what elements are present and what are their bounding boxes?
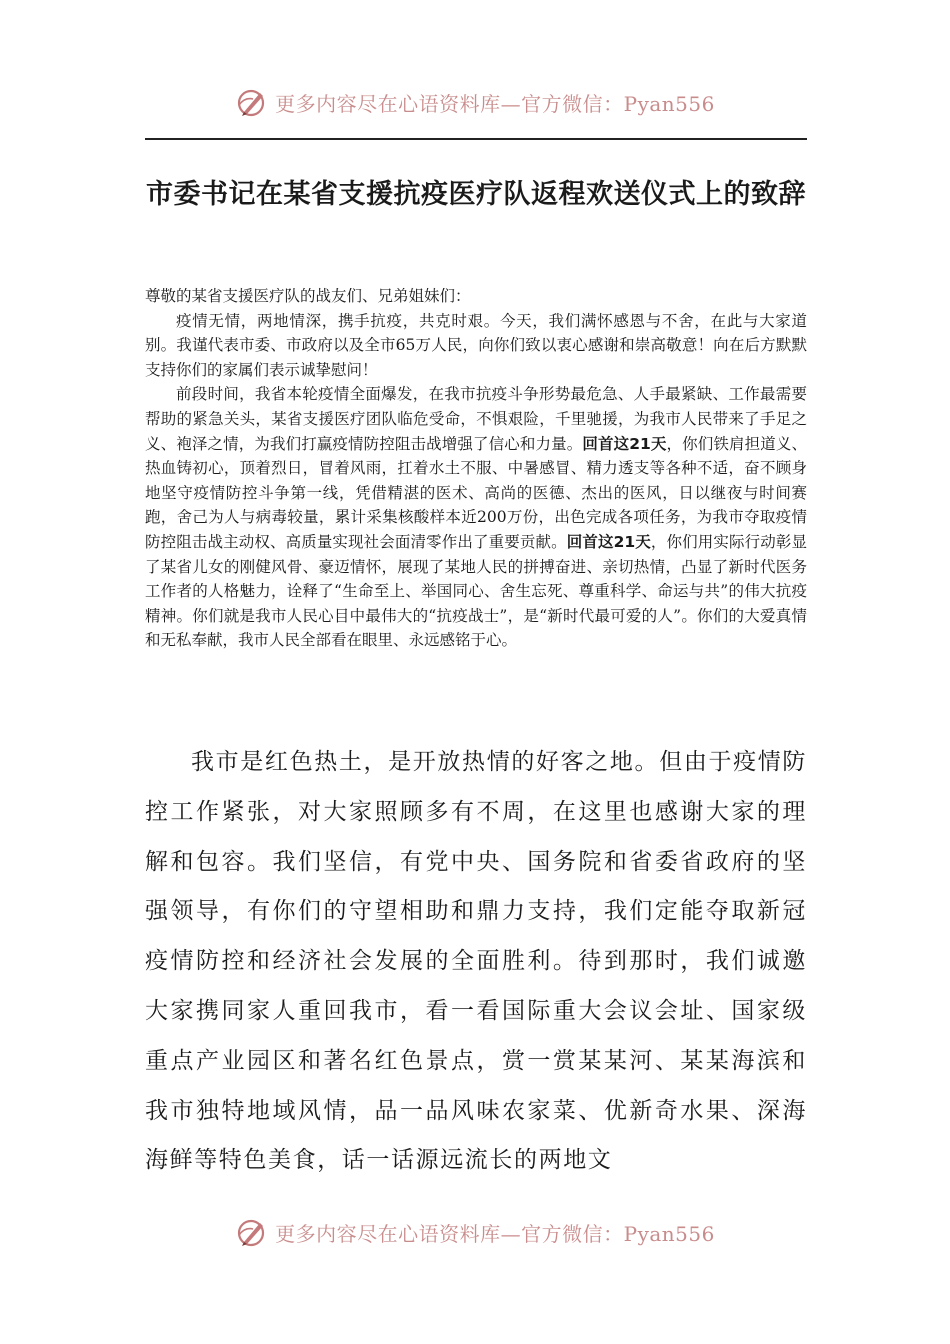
page-title: 市委书记在某省支援抗疫医疗队返程欢送仪式上的致辞: [146, 179, 806, 210]
paragraph-2: 前段时间，我省本轮疫情全面爆发，在我市抗疫斗争形势最危急、人手最紧缺、工作最需要帮助的紧急关头，某省支援医疗团队临危受命，不惧艰险，千里驰援，为我市人民带来了手足之义、袍泽之情，为我们打赢疫情防控阻击战增强了信心和力量。回首这21天，你们铁肩担道义、热血铸初心，顶着烈日，冒着风雨，扛着水土不服、中暑感冒、精力透支等各种不适，奋不顾身地坚守疫情防控斗争第一线，凭借精湛的医术、高尚的医德、杰出的医风，日以继夜与时间赛跑，舍己为人与病毒较量，累计采集核酸样本近200万份，出色完成各项任务，为我市夺取疫情防控阻击战主动权、高质量实现社会面清零作出了重要贡献。回首这21天，你们用实际行动彰显了某省儿女的刚健风骨、豪迈情怀，展现了某地人民的拼搏奋进、亲切热情，凸显了新时代医务工作者的人格魅力，诠释了“生命至上、举国同心、舍生忘死、尊重科学、命运与共”的伟大抗疫精神。你们就是我市人民心目中最伟大的“抗疫战士”，是“新时代最可爱的人”。你们的大爱真情和无私奉献，我市人民全部看在眼里、永远感铭于心。: [145, 385, 807, 650]
pen-logo-icon: [235, 85, 269, 119]
header-rule: [145, 138, 807, 140]
paragraph-3: 我市是红色热土，是开放热情的好客之地。但由于疫情防控工作紧张，对大家照顾多有不周，在这里也感谢大家的理解和包容。我们坚信，有党中央、国务院和省委省政府的坚强领导，有你们的守望相助和鼎力支持，我们定能夺取新冠疫情防控和经济社会发展的全面胜利。待到那时，我们诚邀大家携同家人重回我市，看一看国际重大会议会址、国家级重点产业园区和著名红色景点，赏一赏某某河、某某海滨和我市独特地域风情，品一品风味农家菜、优新奇水果、深海海鲜等特色美食，话一话源远流长的两地文: [145, 749, 807, 1174]
paragraph-1: 疫情无情，两地情深，携手抗疫，共克时艰。今天，我们满怀感恩与不舍，在此与大家道别。我谨代表市委、市政府以及全市65万人民，向你们致以衷心感谢和崇高敬意！向在后方默默支持你们的家属们表示诚挚慰问！: [145, 311, 807, 379]
bold-phrase: 回首这21天: [566, 532, 651, 551]
footer-banner: [0, 1212, 950, 1252]
pen-logo-icon: [235, 1215, 269, 1249]
bold-phrase: 回首这21天: [582, 434, 667, 453]
salutation: 尊敬的某省支援医疗队的战友们、兄弟姐妹们：: [145, 287, 471, 305]
header-banner: [0, 82, 950, 122]
body-section-large: [145, 738, 807, 1186]
body-section-small: [145, 284, 807, 653]
banner-text: 更多内容尽在心语资料库—官方微信：Pyan556: [275, 1221, 715, 1246]
banner-text: 更多内容尽在心语资料库—官方微信：Pyan556: [275, 91, 715, 116]
